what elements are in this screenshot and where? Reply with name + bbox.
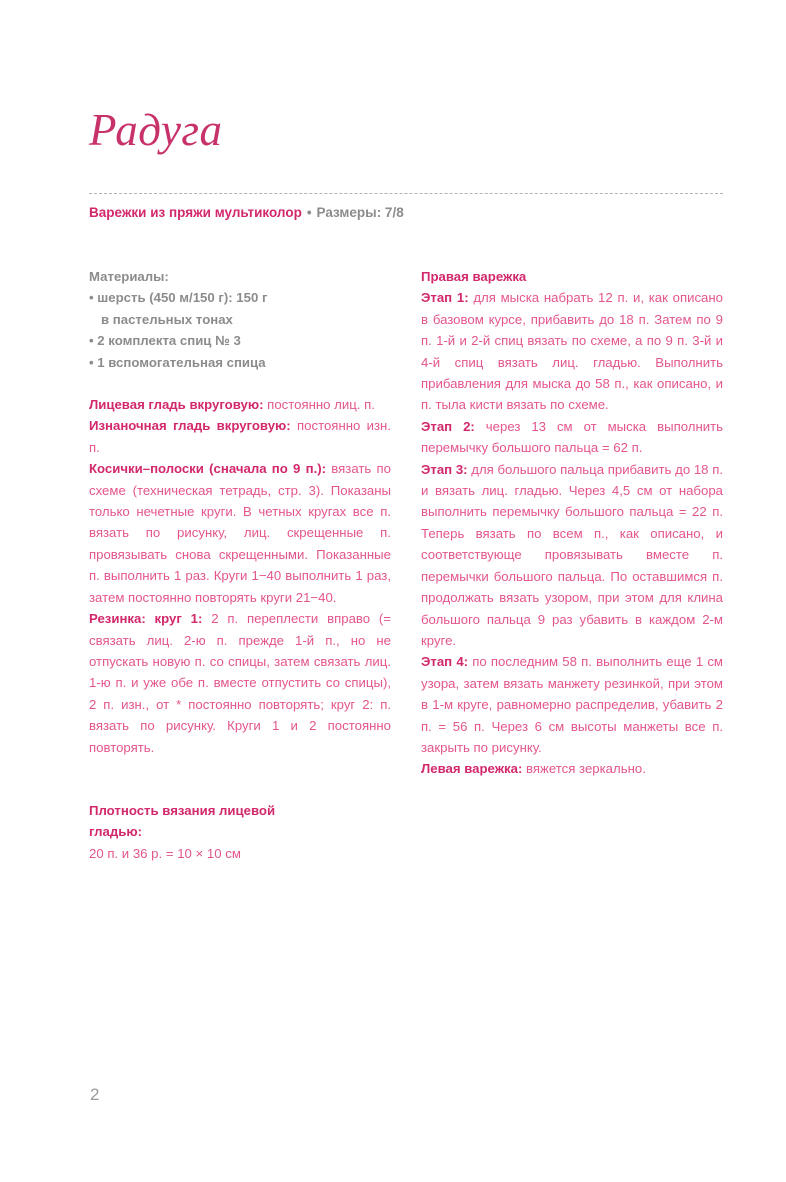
step-body: для большого пальца прибавить до 18 п. и вязать лиц. гладью. Через 4,5 см от набора выполнить перемычку большого пальца = 22 п. Теперь вязать по всем п., как описано, и соответствующе провязывать вместе п. перемычки большого пальца. По оставшимся п. продолжать вязать узором, при этом для клина большого пальца 9 раз убавить в каждом 2-м круге.: [421, 461, 724, 648]
step-label: Этап 3:: [421, 461, 468, 477]
materials-item: • 2 комплекта спиц № 3: [89, 333, 241, 349]
materials-item-continued: в пастельных тонах: [101, 311, 233, 327]
right-mitten-heading: Правая варежка: [421, 269, 527, 284]
step-body: по последним 58 п. выполнить еще 1 см узора, затем вязать манжету резинкой, при этом в 1-м круге, равномерно распределив, убавить 2 п. = 56 п. Через 6 см высоты манжеты все п. закрыть по рисунку.: [421, 654, 723, 755]
step-body: для мыска набрать 12 п. и, как описано в базовом курсе, прибавить до 18 п. Затем по 9 п. 1-й и 2-й спиц вязать по схеме, а по 9 п. 3-й и 4-й спиц вязать лиц. гладью. Выполнить прибавления для мыска до 58 п., как описано, и п. тыла кисти вязать по схеме.: [421, 290, 724, 413]
materials-block: [89, 266, 391, 373]
technique-heading: Лицевая гладь вкруговую:: [89, 397, 264, 413]
spacer: [89, 779, 391, 800]
subtitle-size: Размеры: 7/8: [316, 205, 404, 220]
step-paragraph: [421, 459, 723, 652]
step-label: Этап 2:: [421, 418, 475, 434]
technique-heading: Косички–полоски (сначала по 9 п.):: [89, 461, 327, 477]
left-mitten-label: Левая варежка:: [421, 761, 523, 777]
spacer: [89, 373, 391, 394]
density-block: [89, 800, 391, 864]
density-heading-line1: Плотность вязания лицевой: [89, 802, 276, 818]
header-divider: [89, 193, 723, 194]
right-column: [421, 266, 723, 780]
page-title: Радуга: [89, 105, 223, 155]
subtitle-main: Варежки из пряжи мультиколор: [89, 205, 302, 220]
subtitle-separator: •: [306, 205, 312, 220]
step-label: Этап 1:: [421, 290, 469, 306]
spacer: [89, 758, 391, 779]
materials-item: • 1 вспомогательная спица: [89, 354, 266, 370]
step-body: через 13 см от мыска выполнить перемычку большого пальца = 62 п.: [421, 418, 724, 456]
technique-body: вязать по схеме (техническая тетрадь, стр. 3). Показаны только нечетные круги. В четных кругах все п. вязать по рисунку, лиц. скрещенные п. провязывать снова скрещенными. Показанные п. выполнить 1 раз. Круги 1−40 выполнить 1 раз, затем постоянно повторять круги 21−40.: [89, 461, 391, 605]
technique-section: [89, 394, 391, 415]
technique-section: [89, 458, 391, 608]
density-value: 20 п. и 36 р. = 10 × 10 см: [89, 845, 241, 861]
materials-heading: Материалы:: [89, 269, 169, 284]
technique-section: [89, 415, 391, 458]
technique-section: [89, 608, 391, 758]
step-paragraph: [421, 651, 723, 758]
technique-heading: Изнаночная гладь вкруговую:: [89, 418, 291, 434]
materials-item: • шерсть (450 м/150 г): 150 г: [89, 290, 268, 306]
technique-body: постоянно лиц. п.: [263, 397, 375, 413]
step-paragraph: [421, 287, 723, 415]
subtitle: [89, 203, 729, 223]
density-heading-line2: гладью:: [89, 824, 143, 840]
technique-body: 2 п. переплести вправо (= связать лиц. 2-ю п. прежде 1-й п., но не отпускать новую п. со спицы, затем связать лиц. 1-ю п. и уже обе п. вместе отпустить со спицы), 2 п. изн., от * постоянно повторять; круг 2: п. вязать по рисунку. Круги 1 и 2 постоянно повторять.: [89, 611, 391, 755]
step-label: Этап 4:: [421, 654, 469, 670]
left-mitten-body: вяжется зеркально.: [522, 761, 646, 777]
technique-heading: Резинка: круг 1:: [89, 611, 203, 627]
step-paragraph: [421, 416, 723, 459]
left-column: [89, 266, 391, 864]
left-mitten-paragraph: [421, 758, 723, 779]
technique-body: постоянно изн. п.: [89, 418, 391, 455]
page-number: 2: [90, 1085, 100, 1104]
